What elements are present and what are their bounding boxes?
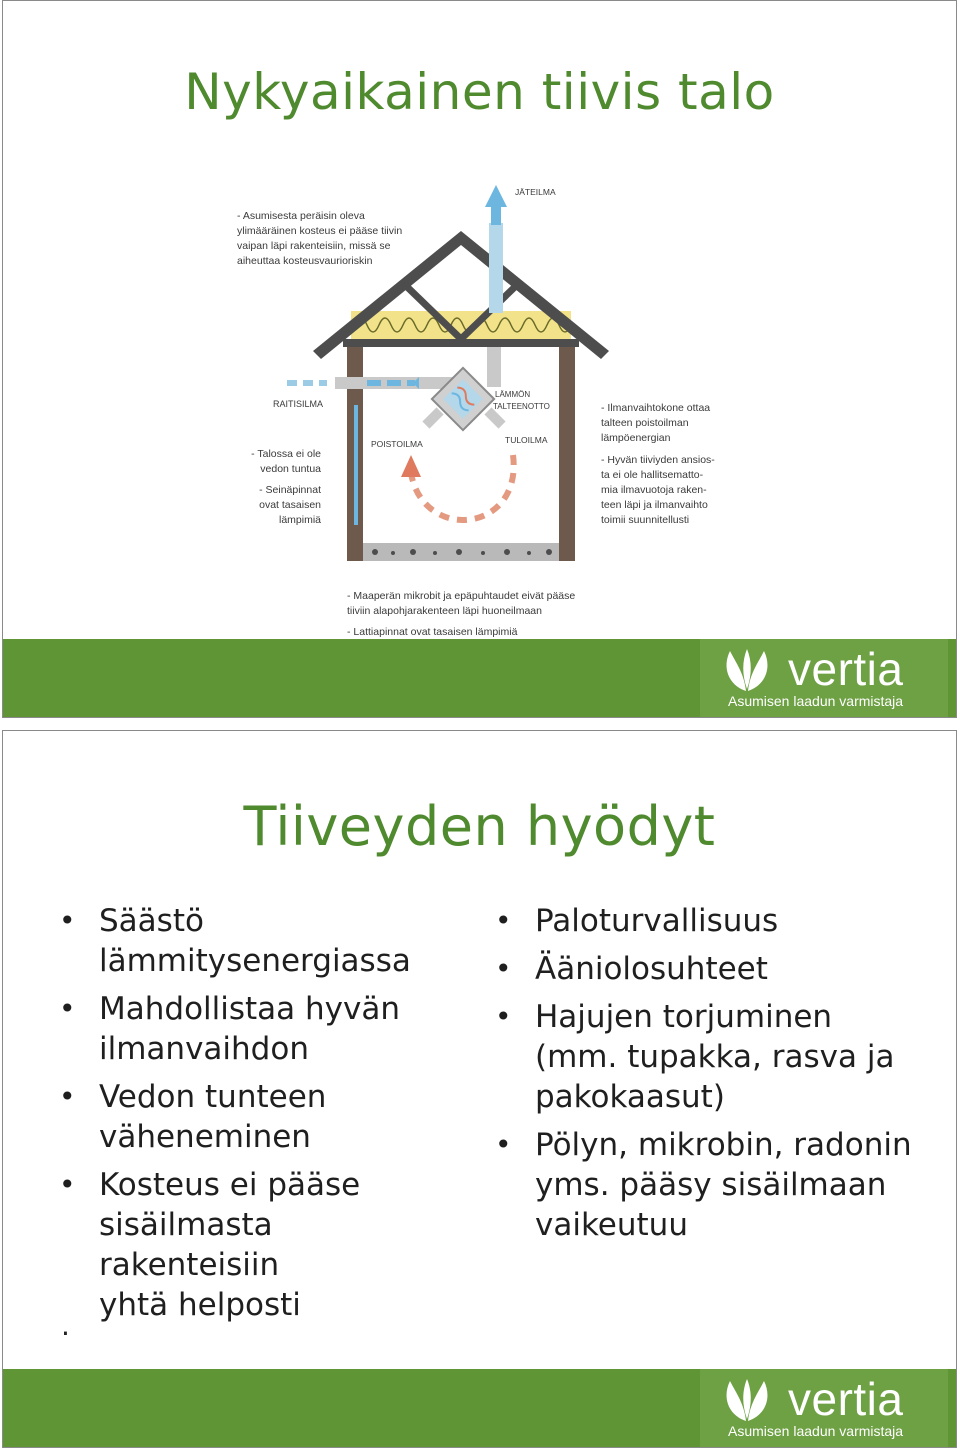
benefits-list-left: [59, 901, 459, 1333]
bullet-icon: •: [59, 1080, 76, 1113]
bullet-icon: •: [59, 904, 76, 937]
slide-title: Tiiveyden hyödyt: [243, 795, 716, 858]
svg-text:teen läpi ja ilmanvaihto: teen läpi ja ilmanvaihto: [601, 499, 708, 511]
house-ventilation-diagram: [223, 173, 743, 643]
list-item: • Paloturvallisuus: [495, 903, 779, 939]
bullet-icon: •: [495, 952, 512, 985]
svg-text:- Maaperän mikrobit ja epäpuht: - Maaperän mikrobit ja epäpuhtaudet eivät pääse: [347, 590, 576, 602]
vertia-logo[interactable]: [700, 639, 948, 717]
top-note: [237, 210, 402, 267]
list-item: • Mahdollistaa hyvän ilmanvaihdon: [59, 991, 401, 1067]
label-lammon: LÄMMÖN: [495, 390, 531, 399]
stray-mark: .: [61, 1309, 70, 1342]
benefits-list-right: [495, 901, 935, 1253]
ceiling-beam: [343, 339, 579, 347]
svg-text:talteen poistoilman: talteen poistoilman: [601, 417, 689, 429]
list-item: • Vedon tunteen väheneminen: [59, 1079, 327, 1155]
list-item: • Ääniolosuhteet: [495, 951, 768, 987]
bullet-icon: •: [495, 1000, 512, 1033]
wall-inner-line: [354, 405, 358, 525]
vertia-leaf-icon: [722, 1379, 772, 1423]
svg-text:- Ilmanvaihtokone ottaa: - Ilmanvaihtokone ottaa: [601, 402, 711, 414]
logo-tagline: Asumisen laadun varmistaja: [728, 693, 904, 709]
svg-text:aiheuttaa kosteusvaurioriskin: aiheuttaa kosteusvaurioriskin: [237, 255, 373, 267]
svg-text:ylimääräinen kosteus ei pääse: ylimääräinen kosteus ei pääse tiivin: [237, 225, 403, 237]
exhaust-duct: [489, 223, 503, 313]
slide-title: Nykyaikainen tiivis talo: [184, 63, 775, 121]
bottom-notes: [347, 590, 575, 638]
supply-duct: [487, 347, 501, 387]
logo-wordmark: vertia: [788, 643, 904, 695]
list-item: • Hajujen torjuminen (mm. tupakka, rasva ja pakokaasut): [495, 999, 895, 1115]
left-notes: [251, 448, 321, 526]
logo-wordmark: vertia: [788, 1373, 904, 1425]
list-item: • Pölyn, mikrobin, radonin yms. pääsy sisäilmaan vaikeutuu: [495, 1127, 912, 1243]
footer-bar: [3, 639, 956, 717]
label-poistoilma: POISTOILMA: [371, 439, 423, 449]
svg-text:- Asumisesta peräisin oleva: - Asumisesta peräisin oleva: [237, 210, 365, 222]
slide-house: [2, 0, 957, 718]
svg-text:mia ilmavuotoja raken-: mia ilmavuotoja raken-: [601, 484, 707, 496]
circulation-arrowhead: [401, 455, 421, 477]
slide-benefits: [2, 730, 957, 1448]
svg-text:ovat tasaisen: ovat tasaisen: [259, 499, 321, 511]
indoor-air-circulation: [411, 455, 514, 520]
svg-text:lämpimiä: lämpimiä: [278, 514, 321, 526]
svg-text:vedon tuntua: vedon tuntua: [260, 463, 321, 475]
svg-text:- Lattiapinnat ovat tasaisen l: - Lattiapinnat ovat tasaisen lämpimiä: [347, 626, 518, 638]
bullet-icon: •: [59, 1168, 76, 1201]
vertia-logo[interactable]: [700, 1369, 948, 1447]
right-wall: [559, 347, 575, 561]
svg-text:lämpöenergian: lämpöenergian: [601, 432, 671, 444]
label-raitisilma: RAITISILMA: [273, 399, 324, 409]
bullet-icon: •: [495, 1128, 512, 1161]
list-item: • Säästö lämmitysenergiassa: [59, 903, 411, 979]
svg-text:vaipan läpi rakenteisiin, miss: vaipan läpi rakenteisiin, missä se: [237, 240, 391, 252]
list-item: • Kosteus ei pääse sisäilmasta rakenteisiin yhtä helposti: [59, 1167, 361, 1323]
bullet-icon: •: [495, 904, 512, 937]
svg-text:tiiviin alapohjarakenteen läpi: tiiviin alapohjarakenteen läpi huoneilmaan: [347, 605, 542, 617]
label-talteenotto: TALTEENOTTO: [493, 402, 550, 411]
bullet-icon: •: [59, 992, 76, 1025]
label-tuloilma: TULOILMA: [505, 435, 548, 445]
svg-text:- Seinäpinnat: - Seinäpinnat: [259, 484, 321, 496]
svg-text:toimii suunnitellusti: toimii suunnitellusti: [601, 514, 690, 526]
footer-bar: [3, 1369, 956, 1447]
exhaust-arrow: [485, 185, 507, 207]
vertia-leaf-icon: [722, 649, 772, 693]
svg-text:- Hyvän tiiviyden ansios-: - Hyvän tiiviyden ansios-: [601, 454, 715, 466]
svg-text:- Talossa ei ole: - Talossa ei ole: [251, 448, 321, 460]
right-notes: [601, 402, 715, 526]
svg-text:ta ei ole hallitsematto-: ta ei ole hallitsematto-: [601, 469, 704, 481]
logo-tagline: Asumisen laadun varmistaja: [728, 1423, 904, 1439]
label-jateilma: JÄTEILMA: [515, 187, 556, 197]
